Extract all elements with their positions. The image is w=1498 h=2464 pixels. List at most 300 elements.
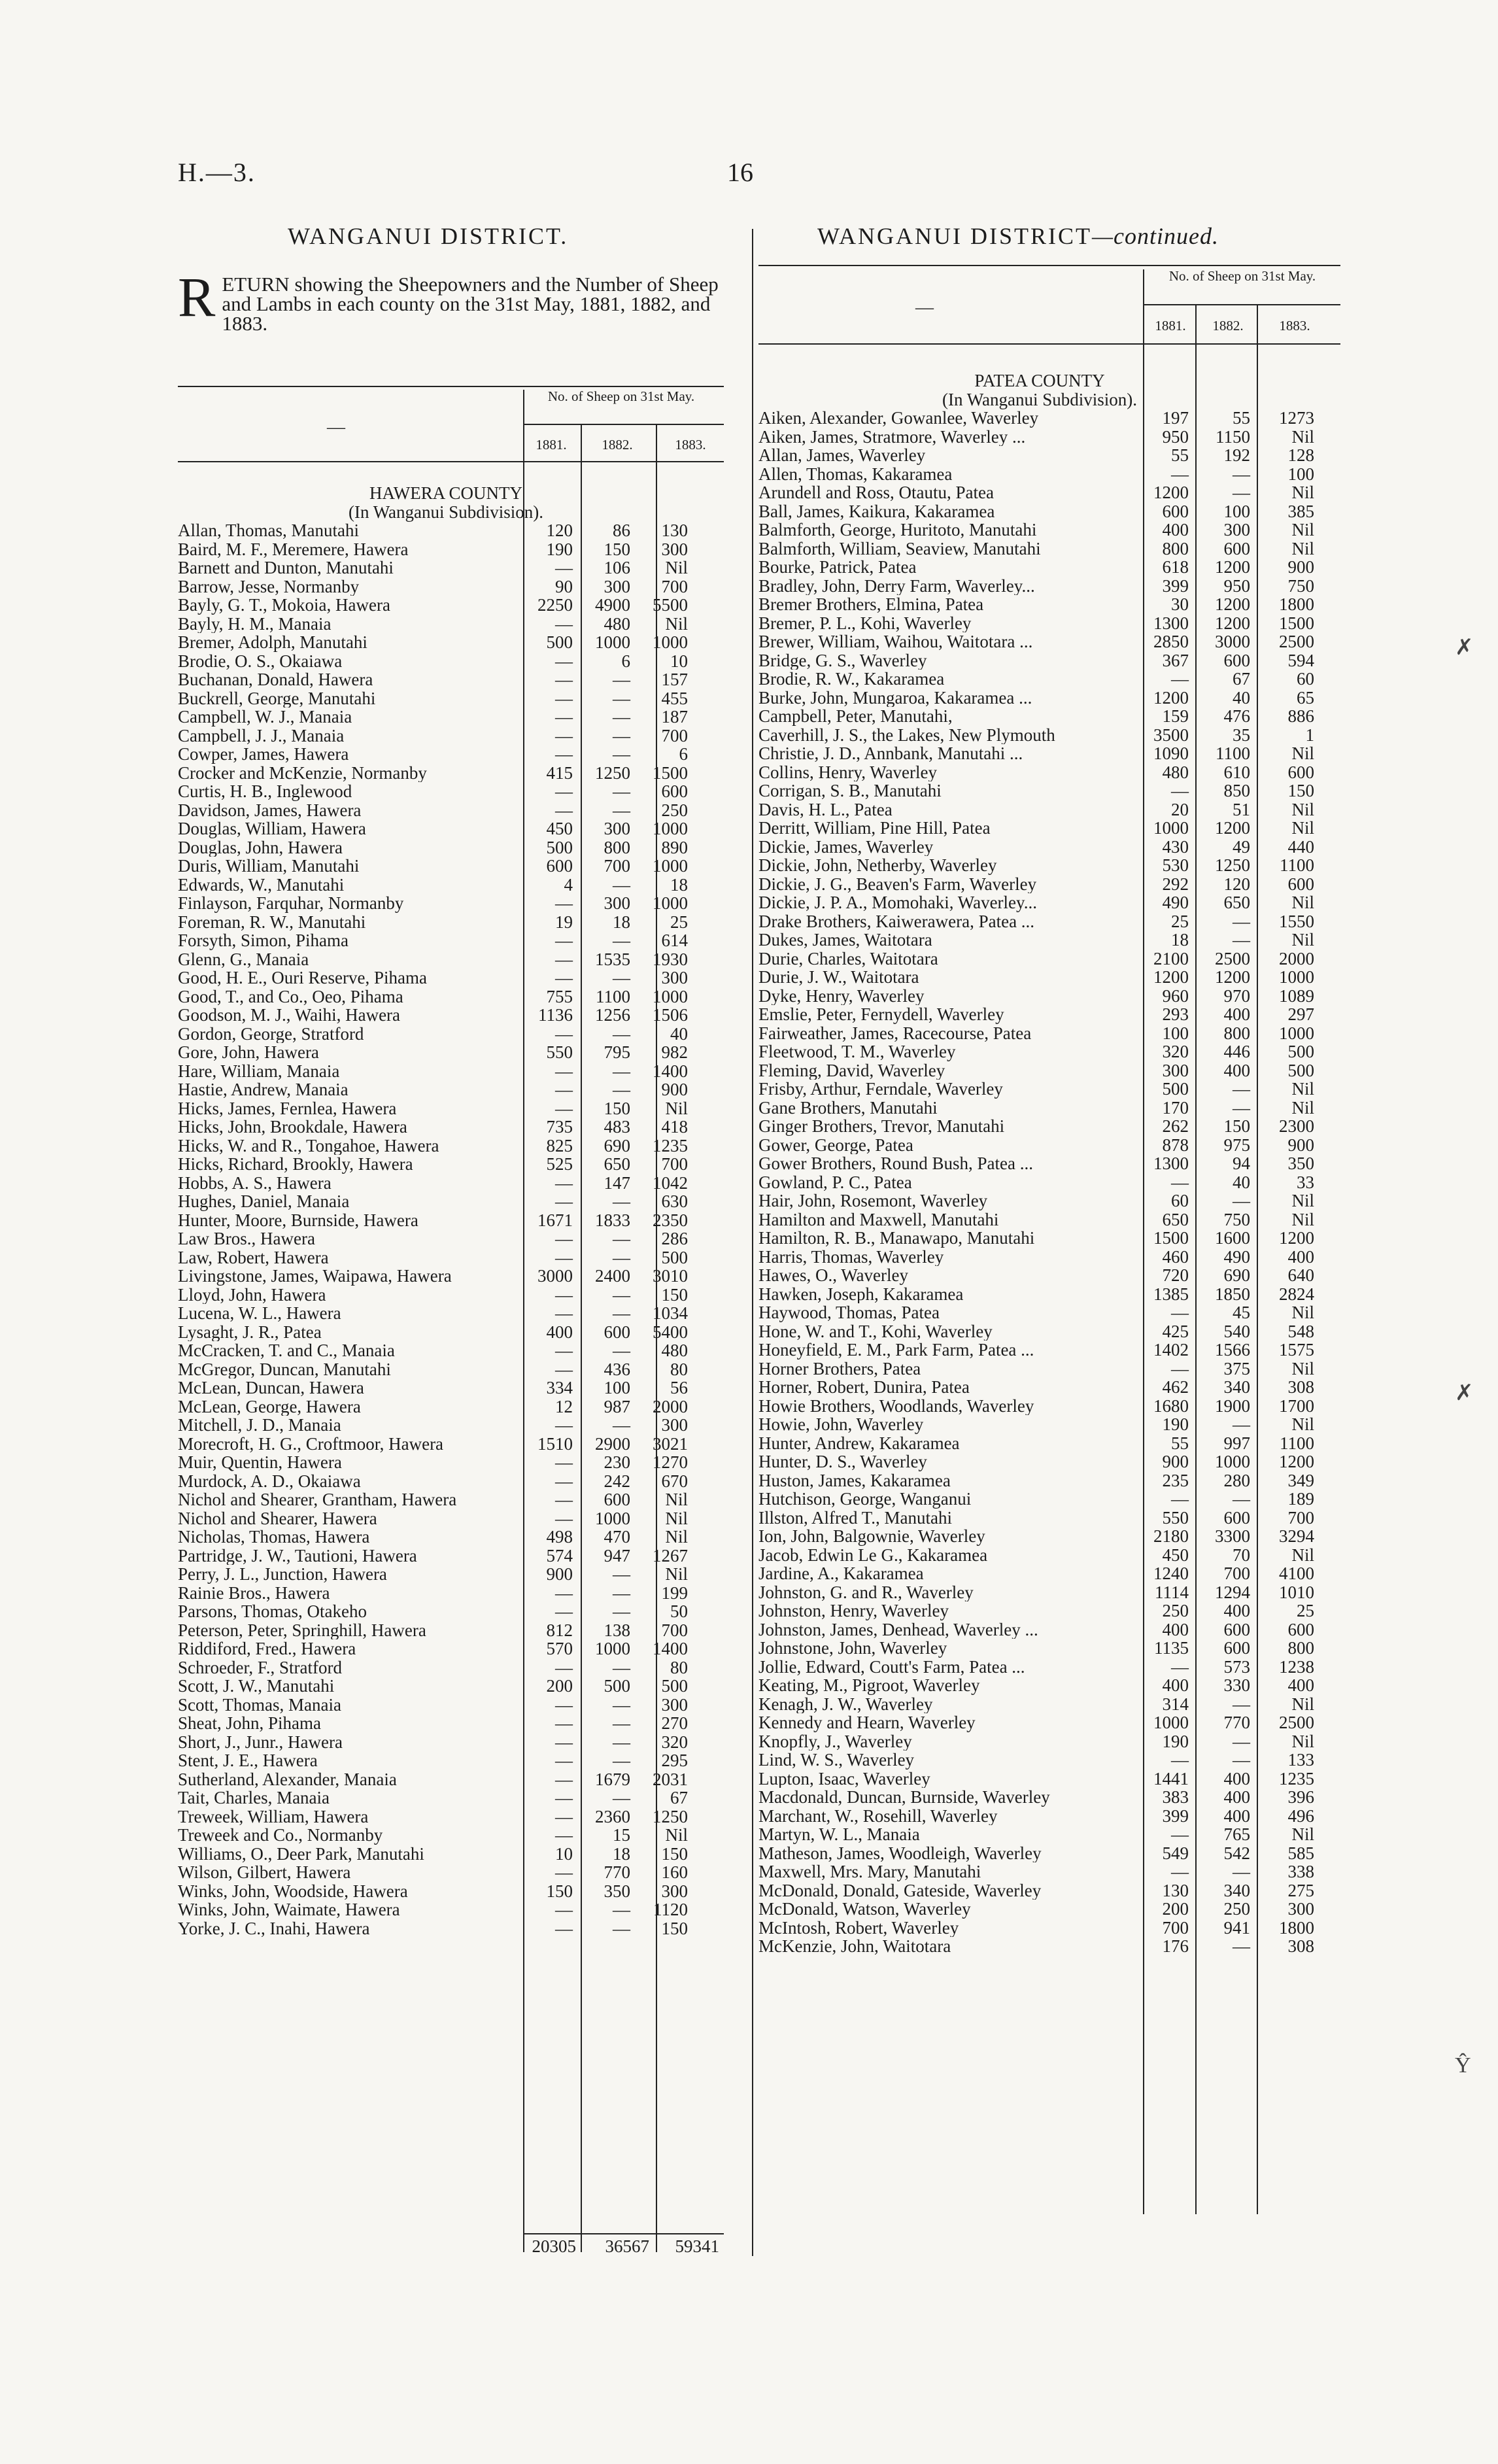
sheep-1881: 1500 xyxy=(1153,1228,1189,1248)
table-row xyxy=(758,1509,1321,1528)
sheep-1882: — xyxy=(1233,1862,1250,1881)
sheep-1883: 1238 xyxy=(1279,1656,1314,1677)
sheep-1883: Nil xyxy=(1291,893,1314,912)
sheep-1883: 500 xyxy=(1287,1060,1314,1080)
sheep-1881: — xyxy=(555,1601,573,1621)
sheep-1881: — xyxy=(555,1806,573,1826)
sheep-1881: 1114 xyxy=(1155,1582,1189,1602)
sheep-1882: 300 xyxy=(604,576,630,596)
owner-name: Sutherland, Alexander, Manaia xyxy=(178,1770,397,1788)
sheep-1883: 548 xyxy=(1287,1321,1314,1341)
owner-name: Dickie, J. G., Beaven's Farm, Waverley xyxy=(758,874,1037,893)
sheep-1881: — xyxy=(555,1229,573,1248)
left-district-title: WANGANUI DISTRICT. xyxy=(288,223,569,249)
owner-name: Curtis, H. B., Inglewood xyxy=(178,782,352,801)
owner-name: Bremer Brothers, Elmina, Patea xyxy=(758,595,984,614)
owner-name: Hunter, Andrew, Kakaramea xyxy=(758,1433,960,1452)
sheep-1881: — xyxy=(555,1732,573,1752)
sheep-1882: — xyxy=(613,1191,630,1211)
sheep-1883: 349 xyxy=(1287,1470,1314,1490)
sheep-1882: — xyxy=(613,725,630,745)
sheep-1882: 600 xyxy=(1223,1638,1250,1658)
right-table-top-rule xyxy=(758,265,1340,266)
owner-name: Hone, W. and T., Kohi, Waverley xyxy=(758,1322,993,1341)
sheep-1881: — xyxy=(1171,669,1189,689)
sheep-1881: — xyxy=(555,707,573,727)
owner-name: Sheat, John, Pihama xyxy=(178,1714,321,1733)
sheep-1881: 1000 xyxy=(1153,1713,1189,1732)
sheep-1882: 850 xyxy=(1223,781,1250,800)
sheep-1881: 1300 xyxy=(1153,1154,1189,1173)
sheep-1881: 600 xyxy=(1162,501,1189,521)
owner-name: Perry, J. L., Junction, Hawera xyxy=(178,1565,387,1584)
table-row xyxy=(758,502,1321,521)
sheep-1882: — xyxy=(613,1247,630,1267)
sheep-1883: 150 xyxy=(661,1284,688,1305)
table-row xyxy=(758,1061,1321,1080)
sheep-1881: 700 xyxy=(1162,1917,1189,1938)
sheep-1882: 1679 xyxy=(595,1769,630,1789)
sheep-1881: 400 xyxy=(1162,520,1189,539)
sheep-1883: 400 xyxy=(1287,1246,1314,1267)
table-row xyxy=(758,950,1321,968)
sheep-1882: — xyxy=(613,1918,630,1938)
table-row xyxy=(758,1415,1321,1434)
sheep-1883: 150 xyxy=(1287,781,1314,800)
table-row xyxy=(758,1919,1321,1938)
table-row xyxy=(178,1565,714,1584)
sheep-1883: 56 xyxy=(670,1378,688,1397)
sheep-1883: 275 xyxy=(1287,1880,1314,1900)
sheep-1882: 35 xyxy=(1233,725,1250,745)
sheep-1882: 500 xyxy=(604,1676,630,1696)
table-row xyxy=(758,558,1321,577)
sheep-1882: — xyxy=(613,1229,630,1248)
owner-name: Douglas, John, Hawera xyxy=(178,838,343,857)
sheep-1882: 94 xyxy=(1233,1154,1250,1173)
owner-name: Dyke, Henry, Waverley xyxy=(758,986,925,1005)
owner-name: Honeyfield, E. M., Park Farm, Patea ... xyxy=(758,1341,1034,1360)
table-row xyxy=(178,615,714,634)
owner-name: Hamilton and Maxwell, Manutahi xyxy=(758,1210,999,1229)
sheep-1883: 1267 xyxy=(653,1545,688,1566)
table-row xyxy=(178,1900,714,1919)
owner-name: Muir, Quentin, Hawera xyxy=(178,1453,342,1472)
owner-name: Brodie, R. W., Kakaramea xyxy=(758,670,945,689)
sheep-1882: — xyxy=(1233,1489,1250,1509)
sheep-1881: — xyxy=(555,1713,573,1733)
table-row xyxy=(758,1154,1321,1173)
sheep-1883: Nil xyxy=(1291,1358,1314,1378)
sheep-1882: — xyxy=(613,800,630,820)
owner-name: Hicks, John, Brookdale, Hawera xyxy=(178,1118,407,1137)
table-row xyxy=(178,1286,714,1305)
sheep-1883: 614 xyxy=(661,931,688,950)
table-row xyxy=(758,1770,1321,1788)
table-row xyxy=(178,1006,714,1025)
sheep-1882: 150 xyxy=(604,1098,630,1118)
sheep-1881: 300 xyxy=(1162,1060,1189,1080)
sheep-1883: 1100 xyxy=(1280,1433,1314,1453)
sheep-1882: 700 xyxy=(1223,1564,1250,1583)
owner-name: Fleetwood, T. M., Waverley xyxy=(758,1042,956,1061)
sheep-1882: — xyxy=(613,1694,630,1715)
table-row xyxy=(178,1639,714,1658)
left-stub-dash: — xyxy=(327,417,345,437)
sheep-1881: — xyxy=(555,1751,573,1770)
sheep-1883: Nil xyxy=(1291,799,1314,819)
sheep-1881: — xyxy=(555,893,573,913)
owner-name: Tait, Charles, Manaia xyxy=(178,1788,330,1807)
sheep-1882: — xyxy=(613,1751,630,1770)
sheep-1881: 4 xyxy=(564,874,573,895)
sheep-1881: 2250 xyxy=(537,595,573,615)
owner-name: Balmforth, George, Huritoto, Manutahi xyxy=(758,521,1037,539)
sheep-1881: 618 xyxy=(1162,557,1189,577)
sheep-1882: 600 xyxy=(604,1490,630,1509)
sheep-1882: 192 xyxy=(1223,445,1250,465)
owner-name: Baird, M. F., Meremere, Hawera xyxy=(178,539,409,558)
sheep-1882: 470 xyxy=(604,1527,630,1547)
hawera-county-table xyxy=(178,484,714,1938)
sheep-1881: 2850 xyxy=(1153,632,1189,651)
table-row xyxy=(758,968,1321,987)
owner-name: Glenn, G., Manaia xyxy=(178,950,309,968)
table-row xyxy=(178,1341,714,1360)
sheep-1881: 1200 xyxy=(1153,483,1189,502)
sheep-1883: 297 xyxy=(1287,1004,1314,1024)
sheep-1882: 300 xyxy=(1223,520,1250,539)
left-column-group-header: No. of Sheep on 31st May. xyxy=(547,388,695,404)
table-row xyxy=(758,1695,1321,1714)
owner-name: Rainie Bros., Hawera xyxy=(178,1583,330,1602)
owner-name: Balmforth, William, Seaview, Manutahi xyxy=(758,539,1041,558)
sheep-1883: 10 xyxy=(670,651,688,671)
table-row xyxy=(178,968,714,987)
sheep-1882: 330 xyxy=(1223,1675,1250,1695)
owner-name: Jardine, A., Kakaramea xyxy=(758,1564,924,1583)
sheep-1881: 190 xyxy=(1162,1414,1189,1434)
sheep-1881: — xyxy=(555,1769,573,1789)
sheep-1883: 700 xyxy=(661,725,688,745)
table-row xyxy=(178,1863,714,1882)
right-year-1882: 1882. xyxy=(1212,318,1244,334)
table-row xyxy=(178,1323,714,1342)
sheep-1882: 770 xyxy=(604,1862,630,1882)
owner-name: Nicholas, Thomas, Hawera xyxy=(178,1528,370,1547)
owner-name: Duris, William, Manutahi xyxy=(178,857,360,876)
table-row xyxy=(758,707,1321,726)
sheep-1883: 350 xyxy=(1287,1154,1314,1173)
owner-name: Riddiford, Fred., Hawera xyxy=(178,1639,356,1658)
table-row xyxy=(178,1267,714,1286)
sheep-1882: 1200 xyxy=(1215,557,1250,577)
table-row xyxy=(758,1564,1321,1583)
sheep-1882: 700 xyxy=(604,856,630,876)
sheep-1881: — xyxy=(555,1694,573,1715)
sheep-1883: 33 xyxy=(1297,1172,1314,1192)
table-row xyxy=(178,1677,714,1696)
sheep-1883: 187 xyxy=(661,707,688,727)
sheep-1882: 400 xyxy=(1223,1805,1250,1826)
sheep-1883: 2000 xyxy=(1279,948,1314,968)
table-row xyxy=(178,1155,714,1174)
sheep-1882: 400 xyxy=(1223,1004,1250,1024)
owner-name: Hare, William, Manaia xyxy=(178,1061,340,1080)
sheep-1882: 690 xyxy=(1223,1265,1250,1285)
owner-name: Huston, James, Kakaramea xyxy=(758,1471,951,1490)
table-row xyxy=(758,1210,1321,1229)
table-row xyxy=(178,745,714,764)
sheep-1881: 60 xyxy=(1171,1191,1189,1210)
owner-name: Hunter, D. S., Waverley xyxy=(758,1452,927,1471)
sheep-1881: — xyxy=(555,781,573,801)
margin-mark: ✗ xyxy=(1455,1381,1474,1405)
table-row xyxy=(758,1248,1321,1267)
table-row xyxy=(178,1547,714,1566)
owner-name: Stent, J. E., Hawera xyxy=(178,1751,318,1770)
owner-name: Fairweather, James, Racecourse, Patea xyxy=(758,1023,1032,1042)
owner-name: Hawes, O., Waverley xyxy=(758,1266,908,1285)
sheep-1881: 2100 xyxy=(1153,948,1189,968)
sheep-1882: 400 xyxy=(1223,1768,1250,1788)
owner-name: Murdock, A. D., Okaiawa xyxy=(178,1471,361,1490)
sheep-1882: — xyxy=(1233,1079,1250,1099)
table-row xyxy=(758,1620,1321,1639)
owner-name: Lupton, Isaac, Waverley xyxy=(758,1769,930,1788)
owner-name: Bayly, H. M., Manaia xyxy=(178,614,332,633)
sheep-1881: 800 xyxy=(1162,538,1189,558)
sheep-1881: 735 xyxy=(546,1117,573,1137)
sheep-1882: 100 xyxy=(604,1378,630,1397)
owner-name: Scott, Thomas, Manaia xyxy=(178,1695,341,1714)
table-row xyxy=(178,521,714,540)
sheep-1881: 755 xyxy=(546,986,573,1006)
sheep-1883: 300 xyxy=(661,968,688,987)
right-year-1883: 1883. xyxy=(1279,318,1310,334)
sheep-1881: 20 xyxy=(1171,799,1189,819)
sheep-1882: 55 xyxy=(1233,408,1250,428)
table-row xyxy=(178,1733,714,1752)
owner-name: Gore, John, Hawera xyxy=(178,1043,319,1062)
owner-name: Goodson, M. J., Waihi, Hawera xyxy=(178,1006,401,1025)
table-row xyxy=(758,670,1321,689)
table-row xyxy=(758,577,1321,596)
sheep-1882: 147 xyxy=(604,1172,630,1193)
sheep-1882: 67 xyxy=(1233,669,1250,689)
sheep-1883: 594 xyxy=(1287,650,1314,670)
owner-name: Hastie, Andrew, Manaia xyxy=(178,1080,349,1099)
sheep-1882: 436 xyxy=(604,1359,630,1379)
sheep-1882: 100 xyxy=(1223,501,1250,521)
sheep-1883: 80 xyxy=(670,1657,688,1677)
table-row xyxy=(178,727,714,745)
sheep-1882: 1250 xyxy=(595,762,630,783)
sheep-1883: Nil xyxy=(1291,1209,1314,1229)
owner-name: Davidson, James, Hawera xyxy=(178,800,362,819)
sheep-1882: — xyxy=(1233,1936,1250,1956)
table-row xyxy=(758,428,1321,447)
owner-name: Howie Brothers, Woodlands, Waverley xyxy=(758,1396,1034,1415)
table-row xyxy=(758,931,1321,950)
sheep-1882: 650 xyxy=(604,1154,630,1174)
hawera-subdivision: (In Wanganui Subdivision). xyxy=(348,502,544,522)
sheep-1881: — xyxy=(1171,464,1189,484)
sheep-1881: 450 xyxy=(546,819,573,838)
owner-name: Haywood, Thomas, Patea xyxy=(758,1303,940,1322)
owner-name: Bridge, G. S., Waverley xyxy=(758,651,927,670)
table-row xyxy=(178,1788,714,1807)
sheep-1881: — xyxy=(1171,1656,1189,1677)
owner-name: Cowper, James, Hawera xyxy=(178,745,349,764)
sheep-1883: 1800 xyxy=(1279,1917,1314,1938)
sheep-1883: 2031 xyxy=(653,1769,688,1789)
table-row xyxy=(758,781,1321,800)
sheep-1883: 128 xyxy=(1287,445,1314,465)
table-row xyxy=(758,614,1321,633)
table-row xyxy=(178,708,714,727)
sheep-1883: 1120 xyxy=(653,1900,688,1919)
sheep-1882: 51 xyxy=(1233,799,1250,819)
owner-name: Campbell, J. J., Manaia xyxy=(178,726,345,745)
sheep-1883: 308 xyxy=(1287,1377,1314,1397)
report-code: H.—3. xyxy=(178,158,256,187)
sheep-1881: 120 xyxy=(546,521,573,540)
left-total-1882: 36567 xyxy=(605,2236,649,2256)
sheep-1881: 55 xyxy=(1171,445,1189,465)
sheep-1881: 250 xyxy=(1162,1601,1189,1620)
right-stub-dash: — xyxy=(915,298,934,318)
sheep-1883: 600 xyxy=(1287,1619,1314,1639)
sheep-1881: — xyxy=(555,1191,573,1211)
table-row xyxy=(758,1937,1321,1956)
sheep-1882: — xyxy=(1233,1750,1250,1770)
table-row xyxy=(758,800,1321,819)
sheep-1881: — xyxy=(555,1862,573,1882)
sheep-1881: 159 xyxy=(1162,706,1189,726)
owner-name: Christie, J. D., Annbank, Manutahi ... xyxy=(758,744,1023,763)
owner-name: Hughes, Daniel, Manaia xyxy=(178,1192,350,1211)
sheep-1881: — xyxy=(555,688,573,708)
sheep-1881: 1402 xyxy=(1153,1340,1189,1360)
table-row xyxy=(758,595,1321,614)
patea-county-table xyxy=(758,371,1321,1956)
owner-name: Johnston, Henry, Waverley xyxy=(758,1601,949,1620)
owner-name: Mitchell, J. D., Manaia xyxy=(178,1416,341,1435)
owner-name: Campbell, W. J., Manaia xyxy=(178,708,352,727)
sheep-1882: — xyxy=(613,1564,630,1584)
table-row xyxy=(178,1192,714,1211)
sheep-1883: Nil xyxy=(1291,520,1314,539)
sheep-1883: 400 xyxy=(1287,1675,1314,1695)
table-row xyxy=(178,1658,714,1677)
sheep-1882: 446 xyxy=(1223,1042,1250,1061)
sheep-1882: 1000 xyxy=(1215,1452,1250,1471)
sheep-1881: 25 xyxy=(1171,911,1189,931)
sheep-1881: — xyxy=(555,725,573,745)
sheep-1883: 3010 xyxy=(653,1266,688,1286)
sheep-1882: 120 xyxy=(1223,874,1250,894)
sheep-1881: 55 xyxy=(1171,1433,1189,1453)
sheep-1881: — xyxy=(555,1023,573,1044)
sheep-1883: Nil xyxy=(1291,1097,1314,1118)
sheep-1882: — xyxy=(1233,930,1250,950)
owner-name: Horner Brothers, Patea xyxy=(758,1359,921,1378)
owner-name: Howie, John, Waverley xyxy=(758,1415,924,1434)
sheep-1882: — xyxy=(613,1023,630,1044)
owner-name: Hamilton, R. B., Manawapo, Manutahi xyxy=(758,1229,1035,1248)
owner-name: Winks, John, Woodside, Hawera xyxy=(178,1881,408,1900)
table-row xyxy=(178,1528,714,1547)
sheep-1882: 1200 xyxy=(1215,613,1250,633)
sheep-1883: Nil xyxy=(1291,1545,1314,1565)
sheep-1881: 30 xyxy=(1171,594,1189,614)
table-row xyxy=(758,689,1321,708)
owner-name: Allen, Thomas, Kakaramea xyxy=(758,464,953,483)
table-row xyxy=(758,763,1321,782)
sheep-1881: 1300 xyxy=(1153,613,1189,633)
sheep-1882: — xyxy=(613,1341,630,1360)
sheep-1883: 25 xyxy=(670,912,688,932)
owner-name: Wilson, Gilbert, Hawera xyxy=(178,1863,351,1882)
sheep-1881: 574 xyxy=(546,1545,573,1566)
sheep-1883: Nil xyxy=(1291,483,1314,502)
owner-name: Johnston, James, Denhead, Waverley ... xyxy=(758,1620,1038,1639)
sheep-1882: 18 xyxy=(613,1843,630,1864)
sheep-1882: 70 xyxy=(1233,1545,1250,1565)
table-row xyxy=(178,931,714,950)
sheep-1883: 1400 xyxy=(653,1639,688,1658)
sheep-1882: 340 xyxy=(1223,1377,1250,1397)
sheep-1882: — xyxy=(613,744,630,764)
table-row xyxy=(178,1882,714,1901)
sheep-1883: Nil xyxy=(1291,818,1314,838)
owner-name: Bradley, John, Derry Farm, Waverley... xyxy=(758,576,1035,595)
owner-name: Maxwell, Mrs. Mary, Manutahi xyxy=(758,1862,981,1881)
owner-name: Law Bros., Hawera xyxy=(178,1229,315,1248)
sheep-1881: — xyxy=(555,1284,573,1305)
sheep-1881: — xyxy=(555,1471,573,1491)
sheep-1882: 2900 xyxy=(595,1433,630,1454)
sheep-1882: 573 xyxy=(1223,1656,1250,1677)
sheep-1881: 400 xyxy=(1162,1619,1189,1639)
table-row xyxy=(758,1546,1321,1565)
left-total-rule xyxy=(523,2233,724,2234)
sheep-1881: 367 xyxy=(1162,650,1189,670)
table-row xyxy=(178,1137,714,1155)
sheep-1883: Nil xyxy=(1291,1303,1314,1322)
owner-name: Forsyth, Simon, Pihama xyxy=(178,931,349,950)
owner-name: Hobbs, A. S., Hawera xyxy=(178,1173,332,1192)
left-year-1883: 1883. xyxy=(675,437,706,453)
owner-name: Dickie, J. P. A., Momohaki, Waverley... xyxy=(758,893,1038,912)
sheep-1882: 1000 xyxy=(595,1508,630,1528)
sheep-1883: 1000 xyxy=(1279,967,1314,987)
owner-name: Harris, Thomas, Waverley xyxy=(758,1247,944,1266)
sheep-1883: 1100 xyxy=(1280,855,1314,875)
sheep-1883: 300 xyxy=(661,539,688,559)
right-year-1881: 1881. xyxy=(1155,318,1186,334)
sheep-1882: 600 xyxy=(604,1322,630,1342)
sheep-1881: — xyxy=(1171,1489,1189,1509)
sheep-1883: 600 xyxy=(661,781,688,801)
table-row xyxy=(178,1807,714,1826)
owner-name: Douglas, William, Hawera xyxy=(178,819,366,838)
sheep-1883: 1400 xyxy=(653,1061,688,1081)
sheep-1882: 941 xyxy=(1223,1917,1250,1938)
sheep-1881: 500 xyxy=(546,632,573,652)
owner-name: Treweek and Co., Normanby xyxy=(178,1826,383,1845)
